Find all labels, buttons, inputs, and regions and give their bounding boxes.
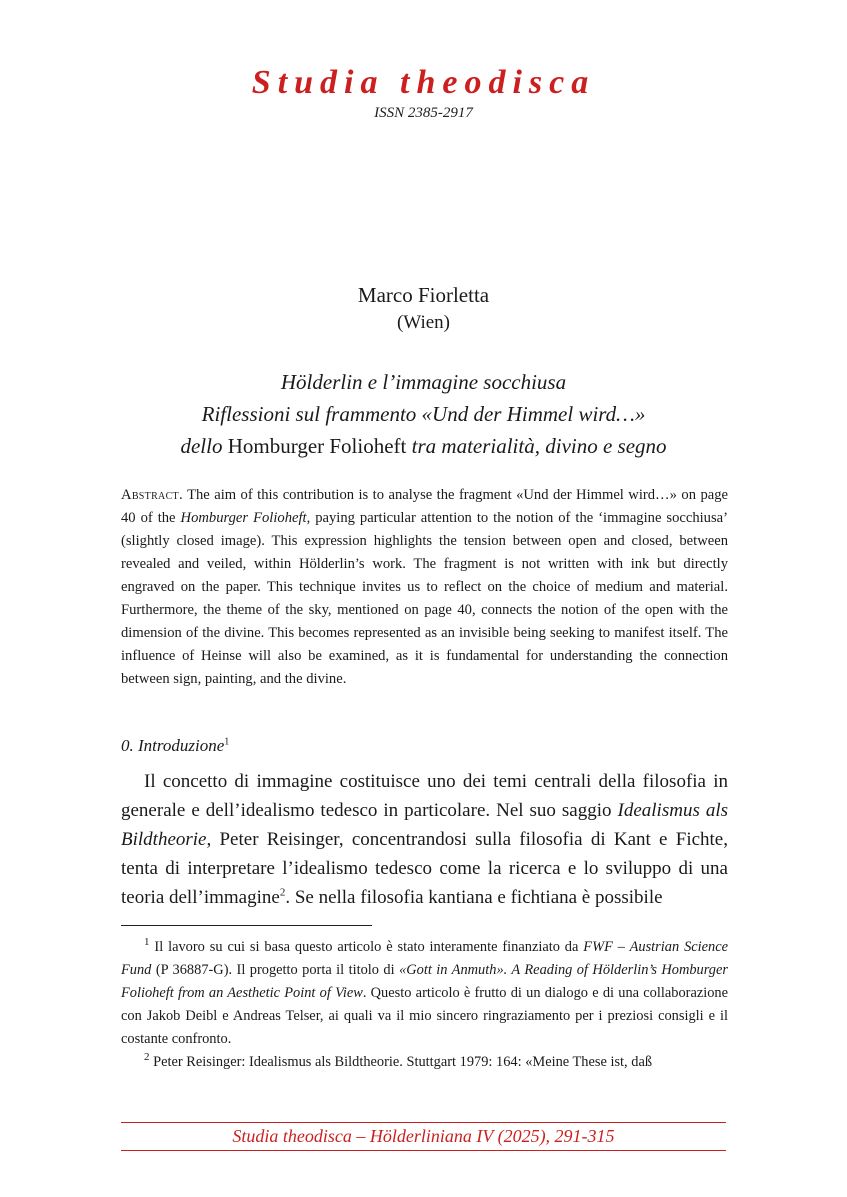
abstract-text-a: The aim of this contribution is to analyse the fragment «Und der Himmel wird…» on page 40 of the	[121, 487, 728, 526]
title-line-3-b: Homburger Folioheft	[227, 434, 407, 458]
footnotes	[121, 936, 728, 1074]
footnote-2-number: 2	[144, 1051, 150, 1064]
title-line-2: Riflessioni sul frammento «Und der Himmel wird…»	[201, 402, 646, 426]
footer-rule-top	[121, 1122, 726, 1123]
article-title	[60, 366, 787, 462]
footnote-ref-1[interactable]: 1	[224, 736, 230, 748]
title-line-3-a: dello	[180, 434, 223, 458]
footnote-1-text-c: . Questo articolo è frutto di un dialogo e di una collaborazione con Jakob Deibl e Andreas Telser, ai quali va il mio sincero ringraziamento per i preziosi consigli e il costante confronto.	[121, 985, 728, 1047]
footnote-separator	[121, 925, 372, 926]
section-heading	[121, 736, 229, 756]
abstract	[121, 484, 728, 691]
section-heading-text: 0. Introduzione	[121, 736, 225, 755]
title-line-3-c: tra materialità, divino e segno	[411, 434, 667, 458]
author-name: Marco Fiorletta	[357, 283, 490, 307]
abstract-label: Abstract.	[121, 487, 183, 503]
footnote-1-text-a: Il lavoro su cui si basa questo articolo è stato interamente finanziato da	[149, 939, 584, 955]
journal-title: Studia theodisca	[251, 64, 596, 101]
body-text-c: . Se nella filosofia kantiana e fichtiana è possibile	[285, 887, 663, 908]
body-paragraph	[121, 767, 728, 912]
footnote-1-italic-b: «Gott in Anmuth». A Reading of Hölderlin’s Homburger Folioheft from an Aesthetic Point of View	[121, 962, 728, 1001]
issn: ISSN 2385-2917	[374, 105, 473, 121]
footnote-1-italic-a: FWF – Austrian Science Fund	[121, 939, 729, 978]
abstract-text-italic: Homburger Folioheft	[180, 510, 307, 526]
footnote-ref-2[interactable]: 2	[279, 886, 286, 899]
footer-rule-bottom	[121, 1150, 726, 1151]
footnote-1	[121, 936, 728, 1051]
author-affiliation: (Wien)	[396, 312, 451, 333]
abstract-text-b: , paying particular attention to the notion of the ‘immagine socchiusa’ (slightly closed image). This expression highlights the tension between open and closed, between revealed and veiled, within Hölderlin’s work. The fragment is not written with ink but directly engraved on the paper. This technique invites us to reflect on the choice of medium and material. Furthermore, the theme of the sky, mentioned on page 40, connects the notion of the open with the dimension of the divine. This becomes represented as an invisible being seeking to manifest itself. The influence of Heinse will also be examined, as it is fundamental for understanding the connection between sign, painting, and the divine.	[121, 510, 728, 687]
body-text-b: , Peter Reisinger, concentrandosi sulla filosofia di Kant e Fichte, tenta di interpretare l’idealismo tedesco come la ricerca e lo sviluppo di una teoria dell’immagine	[121, 829, 728, 908]
footnote-2	[121, 1051, 728, 1074]
title-line-1: Hölderlin e l’immagine socchiusa	[280, 370, 567, 394]
footnote-2-text-a: Peter Reisinger: Idealismus als Bildtheorie. Stuttgart 1979: 164: «Meine These ist, daß	[149, 1054, 653, 1070]
title-line-3	[60, 430, 787, 462]
footer-citation: Studia theodisca – Hölderliniana IV (2025), 291-315	[232, 1126, 615, 1146]
footnote-1-number: 1	[144, 936, 150, 949]
body-text-a: Il concetto di immagine costituisce uno dei temi centrali della filosofia in generale e dell’idealismo tedesco in particolare. Nel suo saggio	[121, 771, 728, 821]
footnote-1-text-b: (P 36887-G). Il progetto porta il titolo di	[151, 962, 400, 978]
body-text-italic: Idealismus als Bildtheorie	[121, 800, 729, 850]
